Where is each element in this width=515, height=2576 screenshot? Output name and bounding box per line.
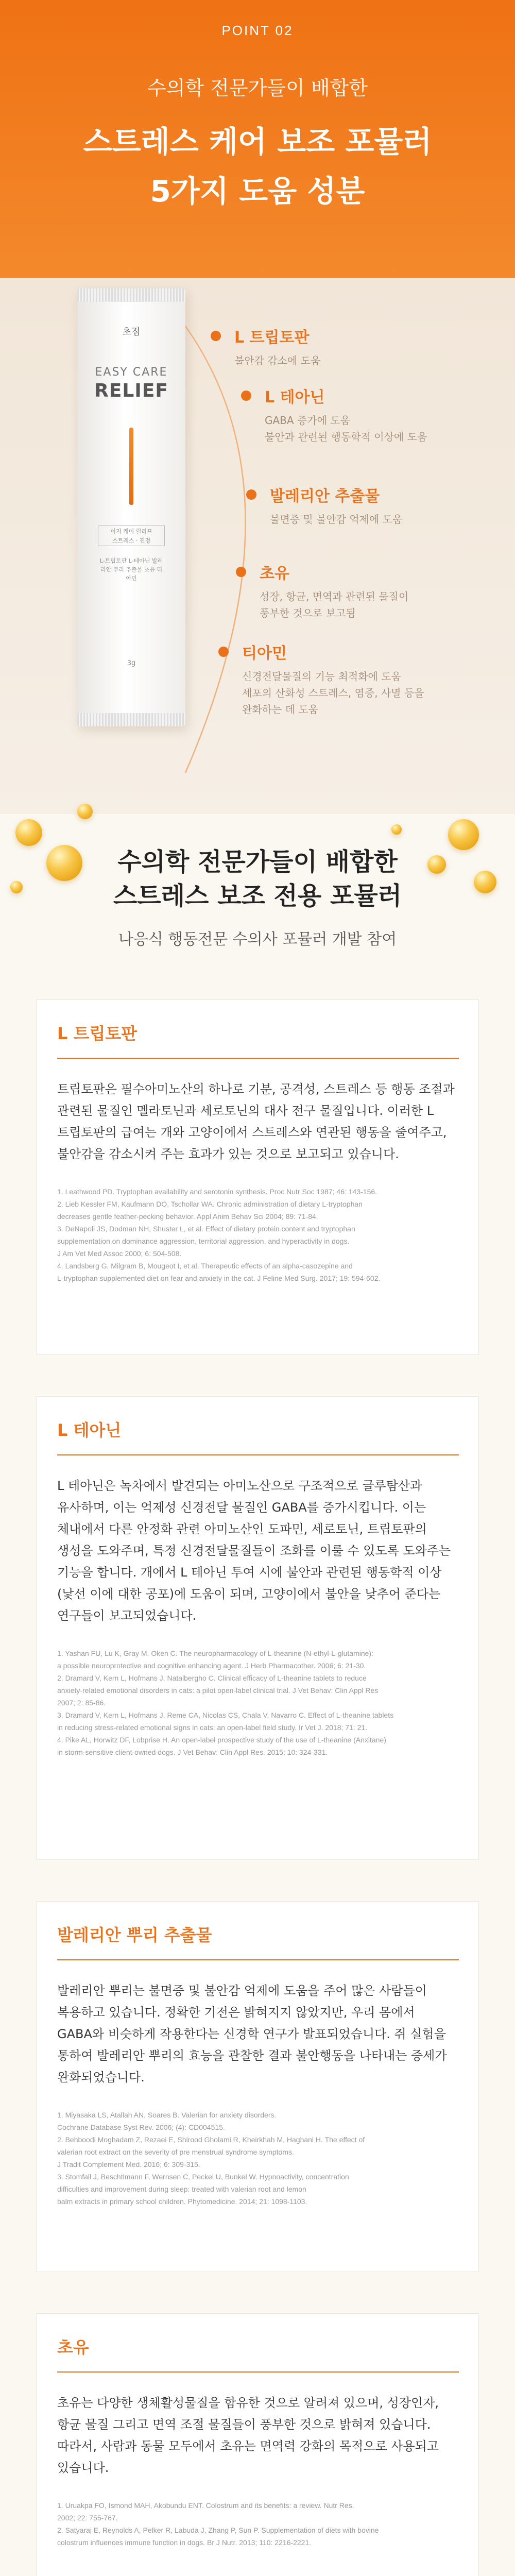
reference-line: 2002; 22: 755-767. (57, 2514, 118, 2522)
ingredient-desc-line: 성장, 항균, 면역과 관련된 물질이 (260, 590, 409, 603)
reference-line: difficulties and improvement during sleep: treated with valerian root and lemon (57, 2185, 306, 2193)
card-body: 발레리안 뿌리는 불면증 및 불안감 억제에 도움을 주어 많은 사람들이 복용하고 있습니다. 정확한 기전은 밝혀지지 않았지만, 우리 몸에서 GABA와 비슷하게 작용한다는 신경학 연구가 발표되었습니다. 쥐 실험을 통하여 발레리안 뿌리의 효능을 관찰한 결과 불안행동을 나타내는 증세가 완화되었습니다. (57, 1984, 447, 2084)
ingredient-card-colostrum (36, 2313, 479, 2576)
card-title: L 트립토판 (57, 1024, 138, 1043)
reference-line: a possible neuroprotective and cognitive enhancing agent. J Herb Pharmacother. 2006; 6: 21-30. (57, 1662, 366, 1670)
ingredient-item (242, 640, 424, 718)
product-name-line2: RELIEF (94, 380, 168, 401)
card-references (37, 1626, 478, 1779)
product-sachet (77, 289, 185, 726)
reference-line: 2. Lieb Kessler FM, Kaufmann DO, Tschollar WA. Chronic administration of dietary L-tryptophan (57, 1200, 363, 1208)
reference-line: 4. Pike AL, Horwitz DF, Lobprise H. An open-label prospective study of the use of L-theanine (Anxitane) (57, 1736, 386, 1744)
reference-line: anxiety-related emotional disorders in cats: a pilot open-label clinical trial. J Vet Behav: Clin Appl Res (57, 1686, 379, 1694)
section-title-line2: 스트레스 보조 전용 포뮬러 (113, 882, 402, 910)
ingredient-desc-line: 신경전달물질의 기능 최적화에 도움 (242, 670, 401, 683)
bubble-decoration (391, 824, 402, 835)
card-title: L 테아닌 (57, 1420, 122, 1440)
hero-subtitle: 수의학 전문가들이 배합한 (147, 77, 368, 99)
reference-line: in storm-sensitive client-owned dogs. J Vet Behav: Clin Appl Res. 2015; 10: 324-331. (57, 1748, 328, 1756)
bubble-decoration (77, 804, 93, 819)
arc-dot-1 (211, 331, 221, 341)
ingredient-desc-line: 세포의 산화성 스트레스, 염증, 사멸 등을 (242, 687, 424, 699)
product-accent-bar (129, 428, 133, 505)
card-references (37, 2479, 478, 2569)
product-box-line1: 이지 케어 릴리프 (110, 528, 152, 535)
product-ingredients: L-트립토판 L-테아닌 발레리안 뿌리 추출물 초유 티아민 (99, 557, 163, 582)
card-references (37, 1165, 478, 1305)
ingredient-card-tryptophan (36, 999, 479, 1355)
ingredient-desc (265, 412, 427, 445)
reference-line: 1. Uruakpa FO, Ismond MAH, Akobundu ENT. Colostrum and its benefits: a review. Nutr Res. (57, 2501, 354, 2510)
product-box-line2: 스트레스 · 진정 (112, 537, 151, 544)
product-weight: 3g (127, 659, 136, 667)
reference-line: colostrum influences immune function in dogs. Br J Nutr. 2013; 110: 2216-2221. (57, 2538, 312, 2547)
ingredient-desc (242, 668, 424, 718)
reference-line: 2. Dramard V, Kern L, Hofmans J, Natalbergho C. Clinical efficacy of L-theanine tablets to reduce (57, 1674, 367, 1682)
ingredient-desc-line: GABA 증가에 도움 (265, 414, 350, 427)
reference-line: 2007; 2: 85-86. (57, 1699, 106, 1707)
reference-line: 3. Stomfall J, Beschtlmann F, Wernsen C, Peckel U, Bunkel W. Hypnoactivity, concentration (57, 2173, 349, 2181)
ingredient-card-theanine (36, 1396, 479, 1860)
reference-line: in reducing stress-related emotional signs in cats: an open-label field study. Ir Vet J. 2018; 71: 21. (57, 1723, 368, 1732)
arc-dot-2 (241, 391, 251, 401)
arc-dot-4 (236, 567, 246, 577)
reference-line: decreases gentle feather-pecking behavior. Appl Anim Behav Sci 2004; 89: 71-84. (57, 1212, 318, 1221)
reference-line: 2. Behboodi Moghadam Z, Rezaei E, Shirood Gholami R, Kheirkhah M, Haghani H. The effect of (57, 2136, 365, 2144)
card-references (37, 2088, 478, 2228)
ingredient-title: L 테아닌 (265, 388, 325, 406)
ingredient-item (265, 384, 427, 445)
reference-line: Cochrane Database Syst Rev. 2006; (4): CD004515. (57, 2123, 225, 2131)
reference-line: supplementation on dominance aggression, territorial aggression, and hyperactivity in dogs. (57, 1237, 350, 1245)
ingredient-desc (234, 352, 320, 369)
ingredient-desc (260, 588, 408, 621)
hero-title-line1: 스트레스 케어 보조 포뮬러 (83, 124, 432, 159)
section-subtitle: 나응식 행동전문 수의사 포뮬러 개발 참여 (118, 930, 397, 948)
ingredient-title: 발레리안 추출물 (270, 487, 380, 505)
card-body: L 테아닌은 녹차에서 발견되는 아미노산으로 구조적으로 글루탐산과 유사하며, 이는 억제성 신경전달 물질인 GABA를 증가시킵니다. 이는 체내에서 다른 안정화 관련 아미노산인 도파민, 세로토닌, 트립토판의 생성을 도와주며, 특정 신경전달물질들이 조화를 이룰 수 있도록 도와주는 기능을 합니다. 개에서 L 테아닌 투여 시에 불안과 관련된 행동학적 이상 (낯선 이에 대한 공포)에 도움이 되며, 고양이에서 불안을 낮추어 준다는 연구들이 보고되었습니다. (57, 1479, 451, 1623)
card-body: 트립토판은 필수아미노산의 하나로 기분, 공격성, 스트레스 등 행동 조절과 관련된 물질인 멜라토닌과 세로토닌의 대사 전구 물질입니다. 이러한 L 트립토판의 급여는 개와 고양이에서 스트레스와 연관된 행동을 줄여주고, 불안감을 감소시켜 주는 효과가 있는 것으로 보고되고 있습니다. (57, 1082, 455, 1161)
reference-line: 3. Dramard V, Kern L, Hofmans J, Reme CA, Nicolas CS, Chala V, Navarro C. Effect of L-theanine tablets (57, 1711, 394, 1719)
reference-line: J Am Vet Med Assoc 2000; 6: 504-508. (57, 1249, 182, 1258)
ingredient-item (234, 325, 320, 369)
product-name-line1: EASY CARE (95, 366, 168, 379)
hero-title-line2: 5가지 도움 성분 (150, 174, 365, 209)
bubble-decoration (15, 819, 42, 846)
reference-line: 4. Landsberg G, Milgram B, Mougeot I, et al. Therapeutic effects of an alpha-casozepine and (57, 1262, 353, 1270)
reference-line: valerian root extract on the severity of pre menstrual syndrome symptoms. (57, 2148, 294, 2156)
ingredient-title: 티아민 (242, 645, 287, 663)
reference-line: J Tradit Complement Med. 2016; 6: 309-315. (57, 2160, 200, 2168)
section-header (0, 845, 515, 949)
card-title: 초유 (57, 2337, 89, 2357)
arc-dot-3 (246, 489, 256, 500)
ingredient-title: 초유 (260, 565, 289, 583)
reference-line: 1. Leathwood PD. Tryptophan availability and serotonin synthesis. Proc Nutr Soc 1987; 46: 143-156. (57, 1188, 377, 1196)
reference-line: L-tryptophan supplemented diet on fear and anxiety in the cat. J Feline Med Surg. 2017; 19: 594-602. (57, 1274, 381, 1282)
product-logo: 초점 (122, 327, 141, 337)
ingredient-desc-line: 풍부한 것으로 보고됨 (260, 607, 356, 619)
ingredient-item (260, 561, 408, 621)
ingredient-desc-line: 불안감 감소에 도움 (234, 354, 321, 367)
reference-line: 1. Miyasaka LS, Atallah AN, Soares B. Valerian for anxiety disorders. (57, 2111, 277, 2119)
reference-line: 1. Yashan FU, Lu K, Gray M, Oken C. The neuropharmacology of L-theanine (N-ethyl-L-glutamine): (57, 1649, 373, 1657)
ingredient-desc-line: 불안과 관련된 행동학적 이상에 도움 (265, 431, 427, 443)
card-title: 발레리안 뿌리 추출물 (57, 1925, 212, 1945)
arc-dot-5 (218, 647, 229, 657)
ingredient-title: L 트립토판 (234, 329, 310, 347)
reference-line: balm extracts in primary school children. Phytomedicine. 2014; 21: 1098-1103. (57, 2197, 307, 2206)
ingredient-card-valerian (36, 1901, 479, 2272)
card-body: 초유는 다양한 생체활성물질을 함유한 것으로 알려져 있으며, 성장인자, 항균 물질 그리고 면역 조절 물질들이 풍부한 것으로 밝혀져 있습니다. 따라서, 사람과 동물 모두에서 초유는 면역력 강화의 목적으로 사용되고 있습니다. (57, 2396, 439, 2475)
hero-section (0, 0, 515, 814)
ingredient-desc (270, 511, 402, 528)
ingredient-desc-line: 완화하는 데 도움 (242, 703, 318, 716)
reference-line: 3. DeNapoli JS, Dodman NH, Shuster L, et al. Effect of dietary protein content and tryptophan (57, 1225, 355, 1233)
ingredient-item (270, 483, 402, 528)
product-label-box (98, 526, 165, 546)
section-title-line1: 수의학 전문가들이 배합한 (117, 848, 398, 876)
reference-line: 2. Satyaraj E, Reynolds A, Pelker R, Labuda J, Zhang P, Sun P. Supplementation of diets with bovine (57, 2526, 379, 2534)
point-label: POINT 02 (221, 23, 294, 38)
ingredient-desc-line: 불면증 및 불안감 억제에 도움 (270, 513, 403, 526)
